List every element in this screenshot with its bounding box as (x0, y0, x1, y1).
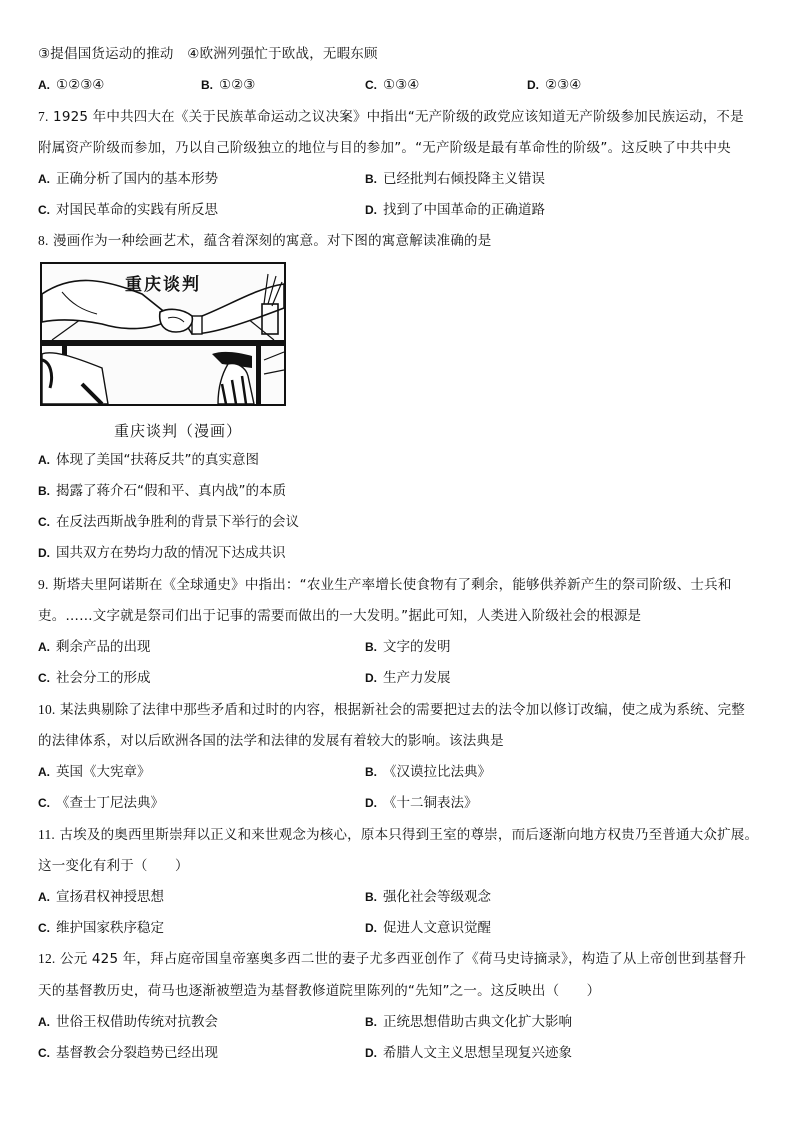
option-text: 宣扬君权神授思想 (56, 889, 164, 905)
option-text: ①②③④ (56, 77, 105, 93)
option-key: D. (527, 78, 539, 92)
q7-option-b[interactable] (365, 170, 545, 188)
option-key: C. (38, 796, 50, 810)
q8-option-d[interactable] (38, 544, 286, 562)
option-key: A. (38, 172, 50, 186)
option-key: D. (365, 203, 377, 217)
option-text: 找到了中国革命的正确道路 (383, 202, 545, 218)
option-key: C. (38, 515, 50, 529)
stem-text: 某法典剔除了法律中那些矛盾和过时的内容，根据新社会的需要把过去的法令加以修订改编，使之成为系统、完整 (59, 702, 745, 718)
question-number: 8. (38, 233, 49, 248)
option-text: 世俗王权借助传统对抗教会 (56, 1014, 218, 1030)
q7-stem-line-1 (38, 108, 744, 126)
cartoon-caption: 重庆谈判（漫画） (114, 422, 243, 440)
option-text: ②③④ (545, 77, 582, 93)
q9-option-d[interactable] (365, 669, 451, 687)
stem-text: 斯塔夫里阿诺斯在《全球通史》中指出：“农业生产率增长使食物有了剩余，能够供养新产生的祭司阶级、士兵和 (53, 577, 732, 593)
option-text: ①②③ (219, 77, 256, 93)
option-key: D. (365, 796, 377, 810)
option-text: 生产力发展 (383, 670, 451, 686)
q12-stem-line-2: 天的基督教历史，荷马也逐渐被塑造为基督教修道院里陈列的“先知”之一。这反映出（ ） (38, 983, 601, 999)
q11-option-c[interactable] (38, 919, 164, 937)
option-key: B. (365, 640, 377, 654)
q12-option-b[interactable] (365, 1013, 572, 1031)
stem-text: 1925 年中共四大在《关于民族革命运动之议决案》中指出“无产阶级的政党应该知道无产阶级参加民族运动，不是 (53, 109, 744, 125)
option-text: 强化社会等级观念 (383, 889, 491, 905)
option-text: 英国《大宪章》 (56, 764, 151, 780)
q10-option-b[interactable] (365, 763, 491, 781)
q9-option-b[interactable] (365, 638, 451, 656)
q6-option-d[interactable] (527, 76, 581, 94)
q8-option-a[interactable] (38, 451, 259, 469)
q12-option-c[interactable] (38, 1044, 218, 1062)
question-number: 10. (38, 702, 56, 717)
q6-option-a[interactable] (38, 76, 104, 94)
q11-option-b[interactable] (365, 888, 491, 906)
q10-stem-line-2: 的法律体系，对以后欧洲各国的法学和法律的发展有着较大的影响。该法典是 (38, 733, 504, 749)
q7-option-a[interactable] (38, 170, 218, 188)
option-key: D. (365, 921, 377, 935)
option-text: 国共双方在势均力敌的情况下达成共识 (56, 545, 286, 561)
q9-option-c[interactable] (38, 669, 151, 687)
question-number: 7. (38, 109, 49, 124)
option-key: B. (365, 765, 377, 779)
option-text: 对国民革命的实践有所反思 (56, 202, 218, 218)
stem-text: 古埃及的奥西里斯崇拜以正义和来世观念为核心，原本只得到王室的尊崇，而后逐渐向地方权贵乃至普通大众扩展。 (59, 827, 759, 843)
option-text: 《汉谟拉比法典》 (383, 764, 491, 780)
q8-stem-line-1 (38, 232, 491, 250)
q6-option-c[interactable] (365, 76, 419, 94)
option-text: 《查士丁尼法典》 (56, 795, 164, 811)
q10-option-c[interactable] (38, 794, 164, 812)
option-key: A. (38, 1015, 50, 1029)
q7-option-c[interactable] (38, 201, 218, 219)
q9-option-a[interactable] (38, 638, 151, 656)
option-text: 《十二铜表法》 (383, 795, 478, 811)
q12-option-d[interactable] (365, 1044, 572, 1062)
q11-option-a[interactable] (38, 888, 164, 906)
option-text: 基督教会分裂趋势已经出现 (56, 1045, 218, 1061)
option-key: A. (38, 765, 50, 779)
q8-option-c[interactable] (38, 513, 299, 531)
option-text: 揭露了蒋介石“假和平、真内战”的本质 (56, 483, 286, 499)
option-key: C. (38, 203, 50, 217)
option-key: B. (201, 78, 213, 92)
option-text: 已经批判右倾投降主义错误 (383, 171, 545, 187)
option-key: B. (38, 484, 50, 498)
option-text: 正统思想借助古典文化扩大影响 (383, 1014, 572, 1030)
cartoon-title: 重庆谈判 (125, 275, 201, 295)
q10-stem-line-1 (38, 701, 745, 719)
q8-option-b[interactable] (38, 482, 286, 500)
question-number: 9. (38, 577, 49, 592)
q7-option-d[interactable] (365, 201, 545, 219)
option-key: B. (365, 172, 377, 186)
option-key: A. (38, 890, 50, 904)
option-key: C. (38, 921, 50, 935)
option-key: D. (38, 546, 50, 560)
q7-stem-line-2: 附属资产阶级而参加，乃以自己阶级独立的地位与目的参加”。“无产阶级是最有革命性的阶级”。这反映了中共中央 (38, 140, 731, 156)
question-number: 12. (38, 951, 56, 966)
q12-option-a[interactable] (38, 1013, 218, 1031)
option-text: 正确分析了国内的基本形势 (56, 171, 218, 187)
option-text: ①③④ (383, 77, 420, 93)
option-text: 促进人文意识觉醒 (383, 920, 491, 936)
cartoon-image (40, 262, 286, 406)
option-key: D. (365, 1046, 377, 1060)
q6-option-b[interactable] (201, 76, 255, 94)
stem-text: 公元 425 年，拜占庭帝国皇帝塞奥多西二世的妻子尤多西亚创作了《荷马史诗摘录》，构造了从上帝创世到基督升 (59, 951, 747, 967)
q10-option-a[interactable] (38, 763, 151, 781)
option-text: 剩余产品的出现 (56, 639, 151, 655)
option-key: A. (38, 78, 50, 92)
option-text: 体现了美国“扶蒋反共”的真实意图 (56, 452, 259, 468)
q6-statement-line: ③提倡国货运动的推动 ④欧洲列强忙于欧战，无暇东顾 (38, 46, 378, 62)
q11-stem-line-1 (38, 826, 758, 844)
option-text: 希腊人文主义思想呈现复兴迹象 (383, 1045, 572, 1061)
option-key: C. (365, 78, 377, 92)
option-key: A. (38, 640, 50, 654)
option-key: C. (38, 1046, 50, 1060)
q11-option-d[interactable] (365, 919, 491, 937)
option-key: A. (38, 453, 50, 467)
option-key: B. (365, 1015, 377, 1029)
option-key: B. (365, 890, 377, 904)
option-key: D. (365, 671, 377, 685)
q11-stem-line-2: 这一变化有利于（ ） (38, 858, 189, 874)
q9-stem-line-1 (38, 576, 732, 594)
q10-option-d[interactable] (365, 794, 478, 812)
option-text: 文字的发明 (383, 639, 451, 655)
option-text: 在反法西斯战争胜利的背景下举行的会议 (56, 514, 299, 530)
option-text: 维护国家秩序稳定 (56, 920, 164, 936)
stem-text: 漫画作为一种绘画艺术，蕴含着深刻的寓意。对下图的寓意解读准确的是 (53, 233, 492, 249)
q9-stem-line-2: 吏。……文字就是祭司们出于记事的需要而做出的一大发明。”据此可知，人类进入阶级社会的根源是 (38, 608, 642, 624)
question-number: 11. (38, 827, 55, 842)
option-text: 社会分工的形成 (56, 670, 151, 686)
q12-stem-line-1 (38, 950, 746, 968)
option-key: C. (38, 671, 50, 685)
